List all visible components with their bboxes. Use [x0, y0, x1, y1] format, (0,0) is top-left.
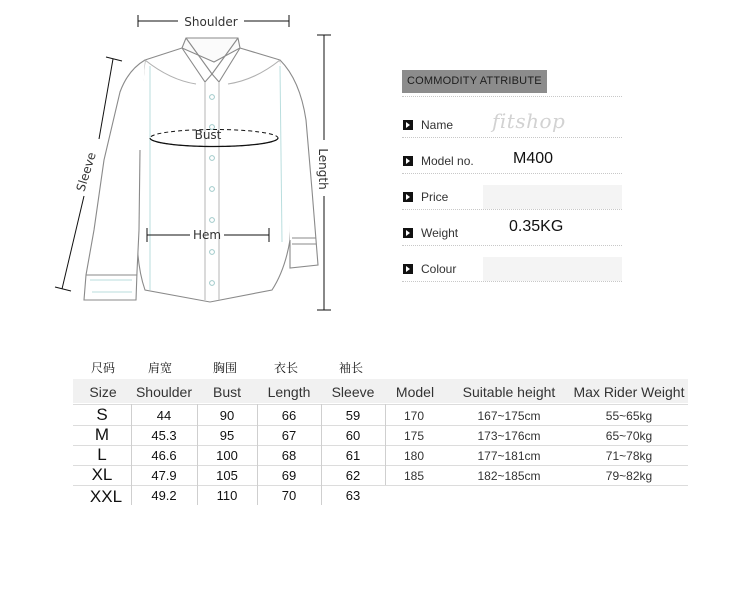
- arrow-bullet-icon: [403, 120, 413, 130]
- attribute-row-name: [402, 109, 622, 137]
- header-suitable-height: Suitable height: [462, 384, 556, 400]
- cell-length: 69: [281, 468, 297, 483]
- cell-model: 180: [403, 449, 425, 463]
- shirt-outline: [84, 38, 318, 302]
- cell-bust: 90: [219, 408, 235, 423]
- shoulder-label: Shoulder: [184, 15, 238, 29]
- fitshop-logo: fitshop: [492, 109, 566, 133]
- sleeve-label: Sleeve: [73, 150, 99, 194]
- cn-header-length: 衣长: [274, 361, 299, 375]
- cell-size: M: [94, 425, 110, 444]
- divider: [402, 173, 622, 174]
- cell-suitable-height: 177~181cm: [477, 449, 541, 463]
- cell-model: 170: [403, 409, 425, 423]
- cell-sleeve: 61: [345, 448, 361, 463]
- cell-length: 68: [281, 448, 297, 463]
- cell-shoulder: 45.3: [151, 428, 177, 443]
- attribute-value-box: [483, 257, 622, 281]
- attribute-value-box: [483, 185, 622, 209]
- cell-bust: 95: [219, 428, 235, 443]
- attribute-row-price: [402, 185, 622, 209]
- header-model: Model: [395, 384, 435, 400]
- row-divider: [73, 465, 688, 466]
- attribute-row-model-no: [402, 149, 622, 173]
- cn-header-size: 尺码: [91, 361, 116, 375]
- bust-label: Bust: [194, 128, 222, 142]
- attribute-label: Price: [421, 190, 449, 204]
- attribute-row-weight: [402, 218, 622, 245]
- header-length: Length: [267, 384, 311, 400]
- divider: [402, 96, 622, 97]
- header-shoulder: Shoulder: [135, 384, 193, 400]
- size-chart-table: [0, 350, 750, 520]
- cn-header-sleeve: 袖长: [339, 361, 364, 375]
- row-divider: [73, 485, 688, 486]
- cell-shoulder: 47.9: [151, 468, 177, 483]
- cell-sleeve: 63: [345, 488, 361, 503]
- divider: [402, 137, 622, 138]
- cell-length: 67: [281, 428, 297, 443]
- attribute-value: M400: [513, 150, 554, 167]
- cell-shoulder: 46.6: [151, 448, 177, 463]
- header-size: Size: [89, 384, 117, 400]
- cell-max-rider-weight: 71~78kg: [605, 449, 653, 463]
- attribute-label: Name: [421, 118, 454, 132]
- arrow-bullet-icon: [403, 228, 413, 238]
- cell-model: 175: [403, 429, 425, 443]
- divider: [402, 245, 622, 246]
- arrow-bullet-icon: [403, 156, 413, 166]
- cell-sleeve: 62: [345, 468, 361, 483]
- divider: [402, 281, 622, 282]
- length-label: Length: [316, 148, 330, 190]
- cell-max-rider-weight: 79~82kg: [605, 469, 653, 483]
- attribute-value: 0.35KG: [509, 218, 564, 235]
- attribute-label: Weight: [421, 226, 459, 240]
- header-bust: Bust: [212, 384, 241, 400]
- header-max-rider-weight: Max Rider Weight: [573, 384, 685, 400]
- cell-size: S: [96, 405, 108, 424]
- cell-length: 70: [281, 488, 297, 503]
- attribute-label: Model no.: [421, 154, 474, 168]
- cell-bust: 105: [216, 468, 238, 483]
- cell-sleeve: 59: [345, 408, 361, 423]
- arrow-bullet-icon: [403, 192, 413, 202]
- shirt-measurement-diagram: [0, 0, 380, 330]
- arrow-bullet-icon: [403, 264, 413, 274]
- commodity-attribute-header: COMMODITY ATTRIBUTE: [402, 70, 547, 93]
- row-divider: [73, 425, 688, 426]
- cell-size: XXL: [89, 487, 123, 506]
- cn-header-shoulder: 肩宽: [148, 361, 173, 375]
- cell-sleeve: 60: [345, 428, 361, 443]
- cn-header-bust: 胸围: [213, 361, 238, 375]
- row-divider: [73, 404, 688, 405]
- cell-size: XL: [91, 465, 113, 484]
- cell-model: 185: [403, 469, 425, 483]
- cell-suitable-height: 182~185cm: [477, 469, 541, 483]
- cell-max-rider-weight: 55~65kg: [605, 409, 653, 423]
- cell-length: 66: [281, 408, 297, 423]
- attribute-label: Colour: [421, 262, 457, 276]
- header-sleeve: Sleeve: [331, 384, 375, 400]
- divider: [402, 209, 622, 210]
- cell-max-rider-weight: 65~70kg: [605, 429, 653, 443]
- hem-label: Hem: [192, 228, 222, 242]
- attribute-row-colour: [402, 257, 622, 281]
- row-divider: [73, 445, 688, 446]
- cell-suitable-height: 167~175cm: [477, 409, 541, 423]
- cell-shoulder: 44: [156, 408, 172, 423]
- cell-suitable-height: 173~176cm: [477, 429, 541, 443]
- cell-bust: 100: [216, 448, 238, 463]
- cell-size: L: [97, 445, 107, 464]
- cell-bust: 110: [216, 488, 238, 503]
- cell-shoulder: 49.2: [151, 488, 177, 503]
